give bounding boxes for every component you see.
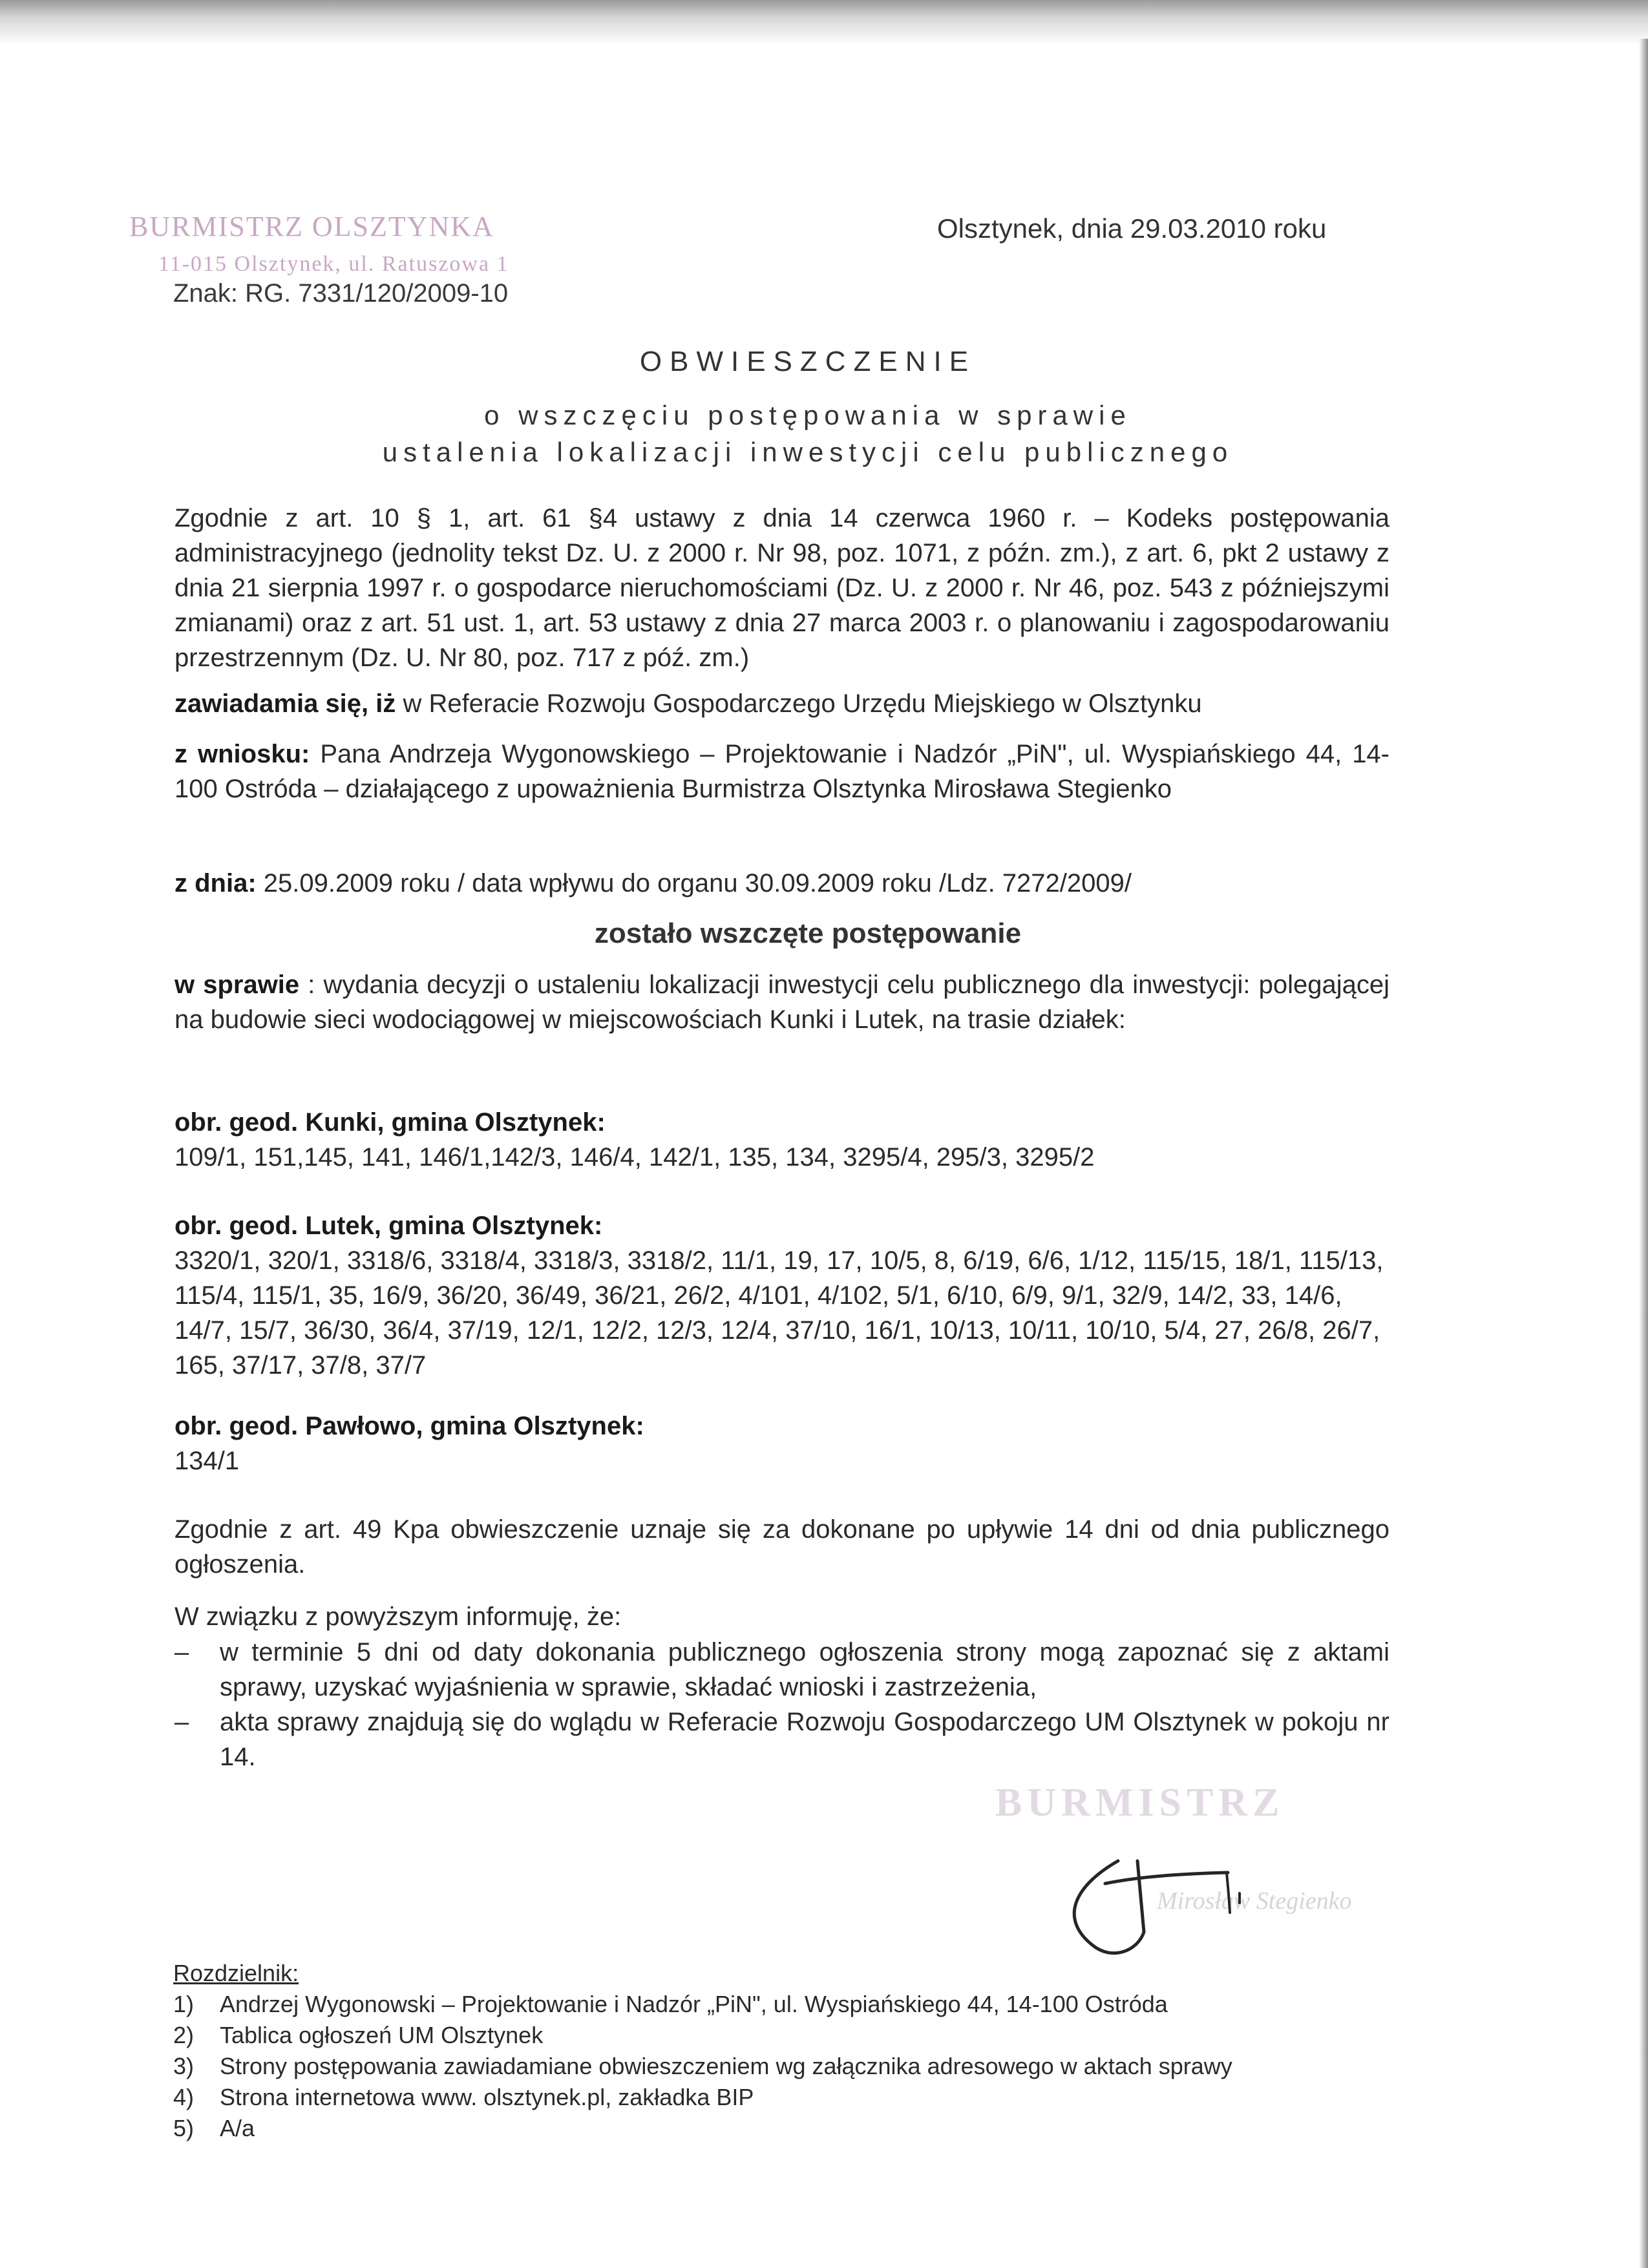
- place-date: Olsztynek, dnia 29.03.2010 roku: [937, 213, 1327, 244]
- list-item-text: Strony postępowania zawiadamiane obwieszczeniem wg załącznika adresowego w aktach sprawy: [220, 2053, 1232, 2079]
- signature-name-stamp: Mirosław Stegienko: [1157, 1887, 1352, 1915]
- document-subtitle-line1: o wszczęciu postępowania w sprawie: [484, 400, 1132, 430]
- parcels-pawlowo: [174, 1409, 1389, 1478]
- matter-paragraph: [174, 967, 1389, 1037]
- list-item: [174, 1705, 1389, 1774]
- list-item-number: 3): [173, 2053, 195, 2079]
- scan-edge-top: [0, 0, 1648, 45]
- handwritten-signature: [1034, 1822, 1331, 1977]
- notice-label: zawiadamia się, iż: [174, 689, 396, 718]
- distribution-title: Rozdzielnik:: [173, 1960, 299, 1986]
- signature-stamp: BURMISTRZ: [995, 1781, 1285, 1825]
- distribution-list: [173, 1958, 1466, 2144]
- reference-number: [173, 279, 508, 308]
- application-paragraph: [174, 737, 1389, 806]
- application-label: z wniosku:: [174, 740, 310, 768]
- parcels-heading: obr. geod. Pawłowo, gmina Olsztynek:: [174, 1412, 644, 1440]
- parcels-kunki: [174, 1105, 1389, 1175]
- list-item-number: 5): [173, 2115, 195, 2141]
- notice-text: w Referacie Rozwoju Gospodarczego Urzędu Miejskiego w Olsztynku: [396, 689, 1202, 718]
- list-item: [174, 1635, 1389, 1705]
- list-item-number: 4): [173, 2084, 195, 2110]
- parcels-lutek: [174, 1208, 1389, 1383]
- matter-text: : wydania decyzji o ustaleniu lokalizacji inwestycji celu publicznego dla inwestycji: polegającej na budowie sieci wodociągowej w miejscowościach Kunki i Lutek, na trasie działek:: [174, 971, 1389, 1034]
- date-label: z dnia:: [174, 869, 257, 898]
- art49-paragraph: Zgodnie z art. 49 Kpa obwieszczenie uznaje się za dokonane po upływie 14 dni od dnia publicznego ogłoszenia.: [174, 1515, 1389, 1579]
- parcels-list: 134/1: [174, 1447, 240, 1475]
- list-item-text: Strona internetowa www. olsztynek.pl, zakładka BIP: [220, 2084, 754, 2110]
- document-subtitle-line2: ustalenia lokalizacji inwestycji celu publicznego: [382, 437, 1234, 467]
- list-item: [173, 2082, 1466, 2113]
- scan-edge-right: [1639, 39, 1648, 2268]
- list-item: [173, 1989, 1466, 2020]
- date-paragraph: [174, 866, 1389, 901]
- bullet-dash: –: [174, 1708, 189, 1736]
- application-text: Pana Andrzeja Wygonowskiego – Projektowanie i Nadzór „PiN", ul. Wyspiańskiego 44, 14-100 Ostróda – działającego z upoważnienia Burmistrza Olsztynka Mirosława Stegienko: [174, 740, 1390, 803]
- document-title: OBWIESZCZENIE: [639, 346, 977, 377]
- reference-label: Znak:: [173, 279, 238, 308]
- reference-value: RG. 7331/120/2009-10: [245, 279, 509, 308]
- legal-basis-paragraph: Zgodnie z art. 10 § 1, art. 61 §4 ustawy z dnia 14 czerwca 1960 r. – Kodeks postępowania administracyjnego (jednolity tekst Dz. U. z 2000 r. Nr 98, poz. 1071, z późn. zm.), z art. 6, pkt 2 ustawy z dnia 21 sierpnia 1997 r. o gospodarce nieruchomościami (Dz. U. z 2000 r. Nr 46, poz. 543 z późniejszymi zmianami) oraz z art. 51 ust. 1, art. 53 ustawy z dnia 27 marca 2003 r. o planowaniu i zagospodarowaniu przestrzennym (Dz. U. Nr 80, poz. 717 z póź. zm.): [174, 504, 1389, 672]
- bullet-dash: –: [174, 1638, 189, 1666]
- list-item-number: 2): [173, 2022, 195, 2048]
- matter-label: w sprawie: [174, 971, 300, 999]
- list-item-number: 1): [173, 1991, 195, 2017]
- parcels-heading: obr. geod. Lutek, gmina Olsztynek:: [174, 1212, 603, 1240]
- list-item-text: w terminie 5 dni od daty dokonania publicznego ogłoszenia strony mogą zapoznać się z aktami sprawy, uzyskać wyjaśnienia w sprawie, składać wnioski i zastrzeżenia,: [220, 1638, 1389, 1701]
- notice-paragraph: [174, 686, 1389, 721]
- inform-list: [174, 1635, 1389, 1774]
- parcels-heading: obr. geod. Kunki, gmina Olsztynek:: [174, 1108, 606, 1137]
- inform-intro: W związku z powyższym informuję, że:: [174, 1602, 622, 1631]
- office-stamp-line2: 11-015 Olsztynek, ul. Ratuszowa 1: [158, 252, 509, 276]
- list-item: [173, 2020, 1466, 2051]
- list-item: [173, 2113, 1466, 2144]
- parcels-list: 109/1, 151,145, 141, 146/1,142/3, 146/4, 142/1, 135, 134, 3295/4, 295/3, 3295/2: [174, 1143, 1095, 1171]
- list-item-text: Andrzej Wygonowski – Projektowanie i Nadzór „PiN", ul. Wyspiańskiego 44, 14-100 Ostróda: [220, 1991, 1168, 2017]
- list-item-text: akta sprawy znajdują się do wglądu w Referacie Rozwoju Gospodarczego UM Olsztynek w pokoju nr 14.: [220, 1708, 1389, 1771]
- date-text: 25.09.2009 roku / data wpływu do organu 30.09.2009 roku /Ldz. 7272/2009/: [256, 869, 1132, 898]
- proceeding-initiated-heading: zostało wszczęte postępowanie: [594, 918, 1022, 949]
- list-item-text: A/a: [220, 2115, 255, 2141]
- list-item-text: Tablica ogłoszeń UM Olsztynek: [220, 2022, 544, 2048]
- parcels-list: 3320/1, 320/1, 3318/6, 3318/4, 3318/3, 3318/2, 11/1, 19, 17, 10/5, 8, 6/19, 6/6, 1/12, 115/15, 18/1, 115/13, 115/4, 115/1, 35, 16/9, 36/20, 36/49, 36/21, 26/2, 4/101, 4/102, 5/1, 6/10, 6/9, 9/1, 32/9, 14/2, 33, 14/6, 14/7, 15/7, 36/30, 36/4, 37/19, 12/1, 12/2, 12/3, 12/4, 37/10, 16/1, 10/13, 10/11, 10/10, 5/4, 27, 26/8, 26/7, 165, 37/17, 37/8, 37/7: [174, 1246, 1384, 1380]
- office-stamp-line1: BURMISTRZ OLSZTYNKA: [129, 211, 494, 242]
- list-item: [173, 2051, 1466, 2082]
